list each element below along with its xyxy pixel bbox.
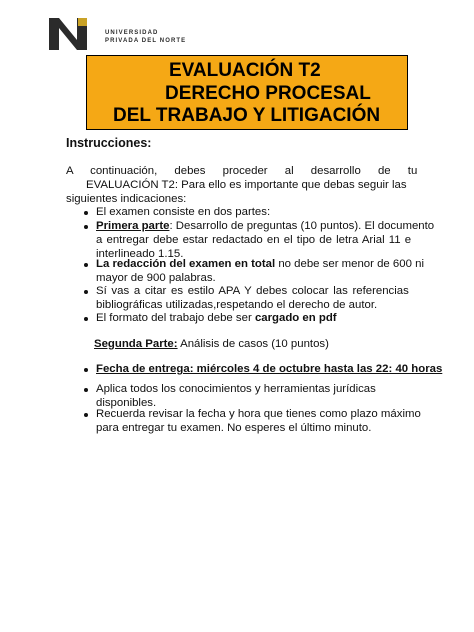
primera-parte-line-2: a entregar debe estar redactado en el tipo de letra Arial 11 e bbox=[96, 234, 412, 246]
title-line-3: DEL TRABAJO Y LITIGACIÓN bbox=[113, 105, 381, 126]
intro-line-1: A continuación, debes proceder al desarrollo de tu bbox=[66, 165, 418, 177]
bullet-redaccion bbox=[96, 257, 424, 271]
redaccion-text: no debe ser menor de 600 ni bbox=[275, 258, 424, 270]
redaccion-line-2: mayor de 900 palabras. bbox=[96, 272, 216, 284]
logo-text bbox=[105, 29, 186, 45]
aplica-line-2: disponibles. bbox=[96, 397, 157, 409]
intro-line-2: EVALUACIÓN T2: Para ello es importante que debas seguir las bbox=[86, 179, 407, 191]
bullet-dot bbox=[84, 263, 88, 267]
instructions-heading: Instrucciones: bbox=[66, 136, 152, 150]
title-box bbox=[86, 55, 408, 130]
bullet-dot bbox=[84, 225, 88, 229]
segunda-parte-label: Segunda Parte: bbox=[94, 338, 178, 350]
logo-line-2: PRIVADA DEL NORTE bbox=[105, 38, 187, 44]
bullet-dot bbox=[84, 368, 88, 372]
bullet-dot bbox=[84, 388, 88, 392]
redaccion-bold: La redacción del examen en total bbox=[96, 258, 276, 270]
bullet-dot bbox=[84, 211, 88, 215]
bullet-dot bbox=[84, 413, 88, 417]
formato-bold: cargado en pdf bbox=[254, 312, 337, 324]
logo-line-1: UNIVERSIDAD bbox=[105, 30, 159, 36]
aplica-line-1: Aplica todos los conocimientos y herramientas jurídicas bbox=[96, 383, 376, 395]
bullet-formato bbox=[96, 311, 337, 325]
university-logo bbox=[47, 16, 187, 52]
logo-emblem-icon bbox=[47, 16, 95, 52]
primera-parte-text: : Desarrollo de preguntas (10 puntos). El documento bbox=[169, 220, 435, 232]
segunda-parte-text: Análisis de casos (10 puntos) bbox=[177, 338, 329, 350]
fecha-entrega: Fecha de entrega: miércoles 4 de octubre hasta las 22: 40 horas bbox=[96, 363, 443, 375]
bullet-apa-line-1: Sí vas a citar es estilo APA Y debes colocar las referencias bbox=[96, 285, 409, 297]
bullet-apa-line-2: bibliográficas utilizadas,respetando el derecho de autor. bbox=[96, 299, 378, 311]
bullet-dot bbox=[84, 317, 88, 321]
bullet-primera-parte bbox=[96, 219, 434, 233]
primera-parte-line-3: interlineado 1.15. bbox=[96, 248, 184, 260]
primera-parte-label: Primera parte bbox=[96, 220, 170, 232]
recuerda-line-1: Recuerda revisar la fecha y hora que tienes como plazo máximo bbox=[96, 408, 421, 420]
title-line-2: DERECHO PROCESAL bbox=[165, 83, 371, 104]
bullet-exam-parts: El examen consiste en dos partes: bbox=[96, 206, 271, 218]
segunda-parte bbox=[94, 337, 329, 351]
recuerda-line-2: para entregar tu examen. No esperes el último minuto. bbox=[96, 422, 372, 434]
intro-line-3: siguientes indicaciones: bbox=[66, 193, 187, 205]
title-line-1: EVALUACIÓN T2 bbox=[169, 60, 321, 81]
bullet-dot bbox=[84, 290, 88, 294]
formato-text: El formato del trabajo debe ser bbox=[96, 312, 255, 324]
